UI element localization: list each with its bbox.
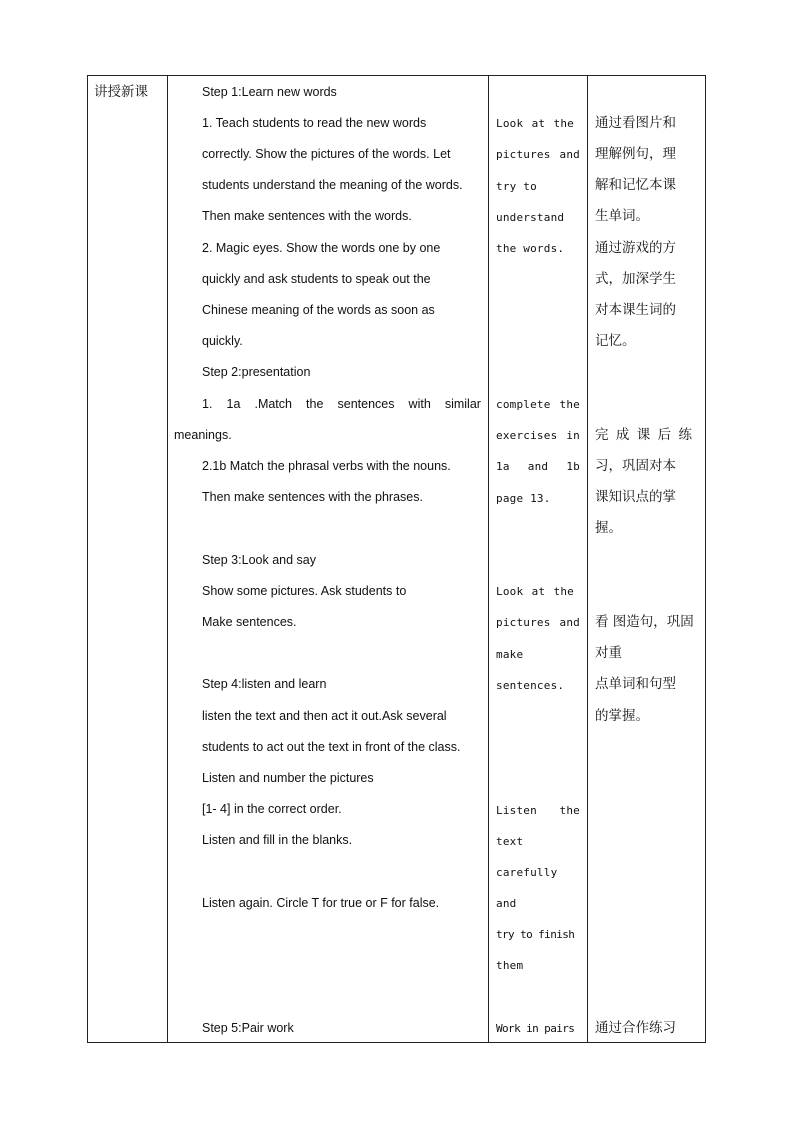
- char: 练: [678, 427, 692, 443]
- word: at: [531, 585, 546, 598]
- activity-line: Show some pictures. Ask students to: [202, 584, 407, 598]
- word: similar: [444, 397, 481, 411]
- word: and: [527, 460, 549, 473]
- activity-line: 1. Teach students to read the new words: [202, 116, 427, 130]
- purpose-line: [595, 427, 692, 443]
- student-line: [496, 428, 580, 444]
- activity-line: students understand the meaning of the words.: [202, 178, 463, 192]
- word: the: [553, 585, 574, 598]
- word: sentences: [337, 397, 395, 411]
- student-line: Work in pairs: [496, 1022, 575, 1035]
- word: .Match: [254, 397, 292, 411]
- word: the: [559, 804, 580, 817]
- activity-line: Then make sentences with the phrases.: [202, 490, 423, 504]
- activity-line: 2.1b Match the phrasal verbs with the nouns.: [202, 459, 451, 473]
- activity-line: Listen again. Circle T for true or F for false.: [202, 896, 440, 910]
- activity-line: students to act out the text in front of the class.: [202, 740, 461, 754]
- student-line: page 13.: [496, 492, 551, 505]
- step-title: Step 2:presentation: [202, 365, 311, 379]
- student-line: [496, 459, 580, 475]
- activity-line: Chinese meaning of the words as soon as: [202, 303, 435, 317]
- word: and: [559, 616, 580, 629]
- section-label: 讲授新课: [94, 84, 148, 100]
- student-line: make: [496, 648, 524, 661]
- purpose-line: 生单词。: [595, 208, 649, 224]
- activity-line: Then make sentences with the words.: [202, 209, 412, 223]
- word: 1b: [566, 460, 580, 473]
- word: exercises: [496, 429, 558, 442]
- word: pictures: [496, 148, 551, 161]
- student-line: [496, 116, 574, 132]
- word: at: [531, 117, 546, 130]
- purpose-line: 通过游戏的方: [595, 240, 676, 256]
- activity-line: Listen and number the pictures: [202, 771, 374, 785]
- word: 1.: [202, 397, 213, 411]
- step-title: Step 1:Learn new words: [202, 85, 337, 99]
- purpose-line: 通过合作练习: [595, 1020, 676, 1036]
- word: with: [408, 397, 431, 411]
- purpose-line: 看 图造句，巩固: [595, 614, 694, 630]
- purpose-line: 式，加深学生: [595, 271, 676, 287]
- activity-line: meanings.: [174, 428, 232, 442]
- purpose-line: 点单词和句型: [595, 676, 676, 692]
- word: the: [553, 117, 574, 130]
- purpose-line: 握。: [595, 520, 622, 536]
- char: 完: [595, 427, 609, 443]
- word: Look: [496, 585, 524, 598]
- student-line: understand: [496, 211, 565, 224]
- char: 成: [615, 427, 630, 443]
- word: Look: [496, 117, 524, 130]
- activity-line: Listen and fill in the blanks.: [202, 833, 353, 847]
- step-title: Step 5:Pair work: [202, 1021, 294, 1035]
- purpose-line: 对重: [595, 645, 622, 661]
- purpose-line: 的掌握。: [595, 708, 649, 724]
- step-title: Step 3:Look and say: [202, 553, 316, 567]
- student-line: sentences.: [496, 679, 565, 692]
- student-line: [496, 803, 580, 819]
- student-line: them: [496, 959, 524, 972]
- column-divider: [587, 76, 588, 1042]
- student-line: try to: [496, 180, 537, 193]
- word: 1a: [226, 397, 241, 411]
- word: Listen: [496, 804, 537, 817]
- purpose-line: 解和记忆本课: [595, 177, 676, 193]
- activity-line: correctly. Show the pictures of the words. Let: [202, 147, 451, 161]
- purpose-line: 通过看图片和: [595, 115, 676, 131]
- activity-line: [202, 396, 481, 412]
- activity-line: 2. Magic eyes. Show the words one by one: [202, 241, 441, 255]
- student-line: text: [496, 835, 524, 848]
- activity-line: quickly and ask students to speak out the: [202, 272, 431, 286]
- word: and: [559, 148, 580, 161]
- purpose-line: 对本课生词的: [595, 302, 676, 318]
- activity-line: Make sentences.: [202, 615, 297, 629]
- word: the: [306, 397, 324, 411]
- activity-line: quickly.: [202, 334, 243, 348]
- char: 后: [657, 427, 672, 443]
- word: 1a: [496, 460, 510, 473]
- activity-line: listen the text and then act it out.Ask several: [202, 709, 447, 723]
- student-line: carefully: [496, 866, 558, 879]
- student-line: [496, 584, 574, 600]
- word: the: [559, 398, 580, 411]
- student-line: the words.: [496, 242, 565, 255]
- purpose-line: 记忆。: [595, 333, 636, 349]
- student-line: [496, 397, 580, 413]
- char: 课: [636, 427, 651, 443]
- word: in: [566, 429, 580, 442]
- purpose-line: 课知识点的掌: [595, 489, 676, 505]
- step-title: Step 4:listen and learn: [202, 677, 327, 691]
- student-line: and: [496, 897, 517, 910]
- column-divider: [488, 76, 489, 1042]
- purpose-line: 习，巩固对本: [595, 458, 676, 474]
- purpose-line: 理解例句，理: [595, 146, 676, 162]
- activity-line: [1- 4] in the correct order.: [202, 802, 342, 816]
- student-line: [496, 147, 580, 163]
- word: complete: [496, 398, 551, 411]
- student-line: [496, 615, 580, 631]
- column-divider: [167, 76, 168, 1042]
- word: pictures: [496, 616, 551, 629]
- student-line: try to finish: [496, 928, 575, 941]
